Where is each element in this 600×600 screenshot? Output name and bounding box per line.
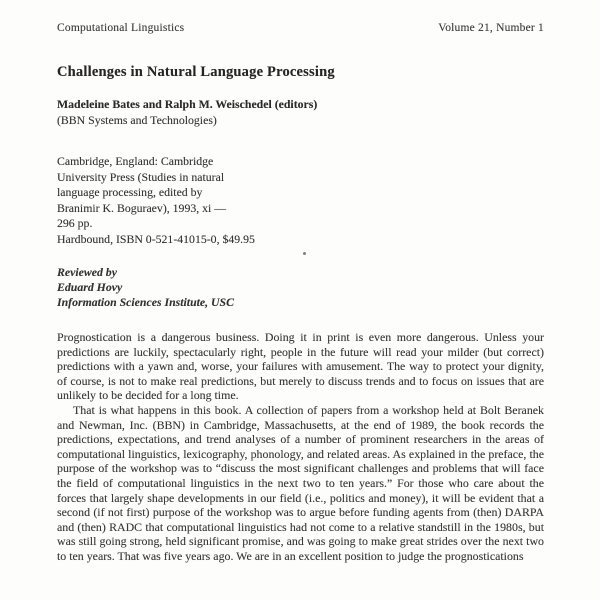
scan-artifact-dot (303, 252, 306, 255)
publication-line: Branimir K. Boguraev), 1993, xi — (57, 200, 227, 215)
publication-line: University Press (Studies in natural (57, 169, 225, 184)
publication-line: language processing, edited by (57, 185, 203, 199)
publication-line: 296 pp. (57, 216, 93, 230)
publication-line: Hardbound, ISBN 0-521-41015-0, $49.95 (57, 231, 255, 246)
body-paragraph: Prognostication is a dangerous business. Doing it in print is even more dangerous. Unless your predictions are luckily, spectacularly right, people in the future will read your milder (but correct) predictions with a yawn and, worse, your failures with amusement. The way to protect your dignity, of course, is not to make real predictions, but merely to discuss trends and to focus on issues that are unlikely to be decided for a long time. (57, 330, 544, 403)
body-paragraph: That is what happens in this book. A collection of papers from a workshop held at Bolt Beranek and Newman, Inc. (BBN) in Cambridge, Massachusetts, at the end of 1989, the book records the predictions, expectations, and trend analyses of a number of prominent researchers in the areas of computational linguistics, lexicography, phonology, and related areas. As explained in the preface, the purpose of the workshop was to “discuss the most significant challenges and problems that will face the field of computational linguistics in the next two to ten years.” For those who care about the forces that largely shape developments in our field (i.e., politics and money), it will be evident that a second (if not first) purpose of the workshop was to argue before funding agents from (then) DARPA and (then) RADC that computational linguistics had not come to a relative standstill in the 1980s, but was still going strong, held significant promise, and was going to make great strides over the next two to ten years. That was five years ago. We are in an excellent position to judge the prognostications (57, 402, 544, 563)
running-head (57, 22, 544, 34)
editors-affiliation: (BBN Systems and Technologies) (57, 113, 217, 127)
reviewer-block (57, 265, 544, 310)
journal-name: Computational Linguistics (57, 22, 185, 34)
reviewed-by-label: Reviewed by (57, 265, 117, 279)
reviewer-affiliation: Information Sciences Institute, USC (57, 295, 234, 309)
publication-line: Cambridge, England: Cambridge (57, 154, 214, 168)
review-title: Challenges in Natural Language Processing (57, 64, 335, 80)
publication-info (57, 154, 307, 247)
issue-label: Volume 21, Number 1 (438, 22, 544, 34)
reviewer-name: Eduard Hovy (57, 280, 123, 294)
editors-line: Madeleine Bates and Ralph M. Weischedel (editors) (57, 97, 318, 111)
review-body (57, 330, 544, 564)
